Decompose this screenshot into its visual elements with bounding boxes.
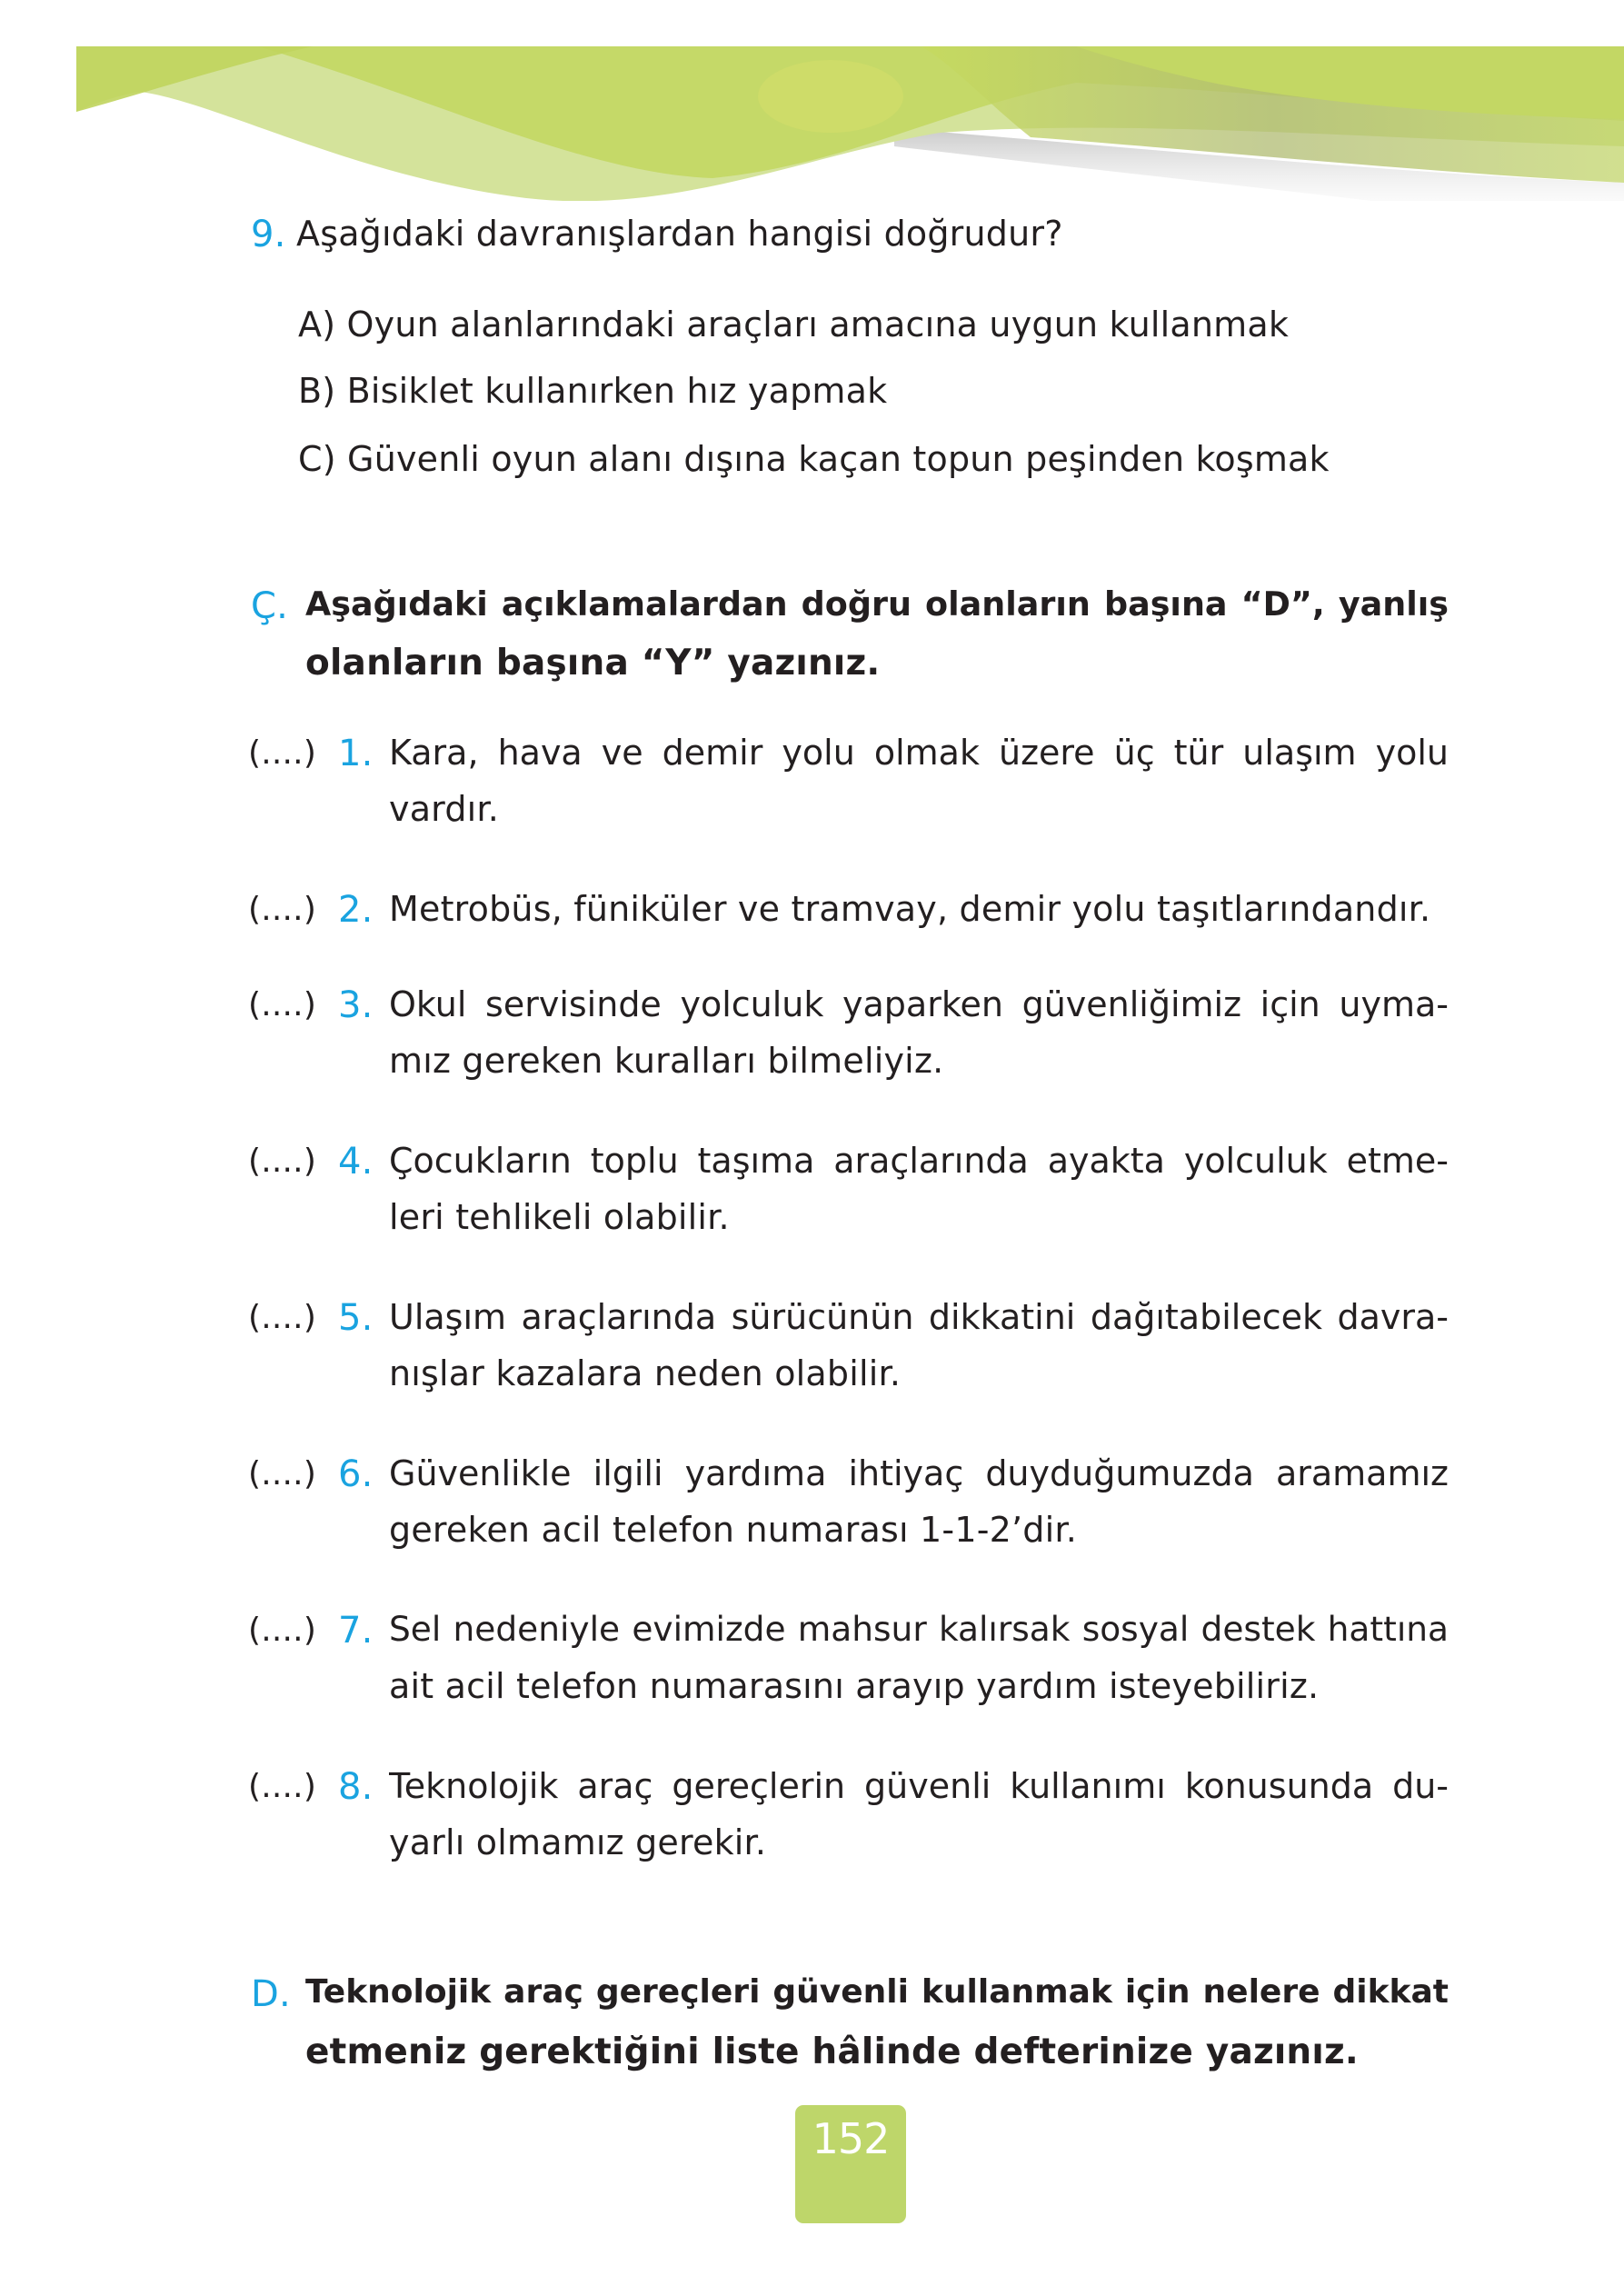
answer-blank[interactable]: (....) [248,891,317,928]
item-text-line: Metrobüs, füniküler ve tramvay, demir yolu taşıtlarındandır. [389,889,1431,929]
item-text-line: vardır. [389,789,500,829]
item-number: 7. [338,1610,374,1652]
item-text-line: gereken acil telefon numarası 1-1-2’dir. [389,1510,1077,1550]
answer-blank[interactable]: (....) [248,1455,317,1492]
header-wave-banner [76,46,1624,201]
option-label: A) [298,304,336,344]
option-text: Oyun alanlarındaki araçları amacına uygun kullanmak [346,304,1290,344]
answer-blank[interactable]: (....) [248,1143,317,1180]
question-number: 9. [251,214,286,255]
item-number: 1. [338,733,374,774]
answer-blank[interactable]: (....) [248,986,317,1023]
item-number: 2. [338,889,374,931]
option-label: B) [298,371,336,411]
section-letter: Ç. [251,585,289,627]
item-number: 6. [338,1453,374,1495]
item-text-line: leri tehlikeli olabilir. [389,1197,730,1237]
answer-blank[interactable]: (....) [248,1299,317,1336]
section-instruction-line-2: olanların başına “Y” yazınız. [305,643,881,684]
item-number: 8. [338,1766,374,1808]
answer-blank[interactable]: (....) [248,734,317,772]
question-prompt: Aşağıdaki davranışlardan hangisi doğrudur? [296,214,1063,254]
answer-blank[interactable]: (....) [248,1768,317,1805]
item-number: 3. [338,984,374,1026]
section-instruction-line-2: etmeniz gerektiğini liste hâlinde defterinize yazınız. [305,2031,1359,2072]
item-text-line: Sel nedeniyle evimizde mahsur kalırsak sosyal destek hattına [389,1612,1449,1649]
option-label: C) [298,439,336,479]
option-text: Bisiklet kullanırken hız yapmak [346,371,888,411]
item-text-line: nışlar kazalara neden olabilir. [389,1353,902,1393]
item-number: 4. [338,1141,374,1183]
item-number: 5. [338,1297,374,1339]
page-number-badge: 152 [795,2105,906,2223]
option-c [298,439,1330,479]
item-text-line: mız gereken kuralları bilmeliyiz. [389,1041,944,1081]
section-instruction-line-1: Teknolojik araç gereçleri güvenli kullanmak için nelere dikkat [305,1976,1449,2011]
option-a [298,304,1290,344]
item-text-line: Güvenlikle ilgili yardıma ihtiyaç duyduğumuzda aramamız [389,1456,1449,1492]
item-text-line: Teknolojik araç gereçlerin güvenli kullanımı konusunda du- [389,1769,1449,1805]
option-text: Güvenli oyun alanı dışına kaçan topun peşinden koşmak [347,439,1330,479]
section-instruction-line-1: Aşağıdaki açıklamalardan doğru olanların başına “D”, yanlış [305,588,1449,624]
item-text-line: ait acil telefon numarasını arayıp yardım isteyebiliriz. [389,1666,1320,1706]
item-text-line: Okul servisinde yolculuk yaparken güvenliğimiz için uyma- [389,987,1449,1023]
item-text-line: yarlı olmamız gerekir. [389,1822,767,1862]
wave-decoration-icon [76,46,1624,201]
section-letter: D. [251,1973,291,2015]
item-text-line: Kara, hava ve demir yolu olmak üzere üç tür ulaşım yolu [389,735,1449,772]
item-text-line: Çocukların toplu taşıma araçlarında ayakta yolculuk etme- [389,1143,1449,1180]
answer-blank[interactable]: (....) [248,1612,317,1649]
option-b [298,371,888,411]
item-text-line: Ulaşım araçlarında sürücünün dikkatini dağıtabilecek davra- [389,1300,1449,1336]
